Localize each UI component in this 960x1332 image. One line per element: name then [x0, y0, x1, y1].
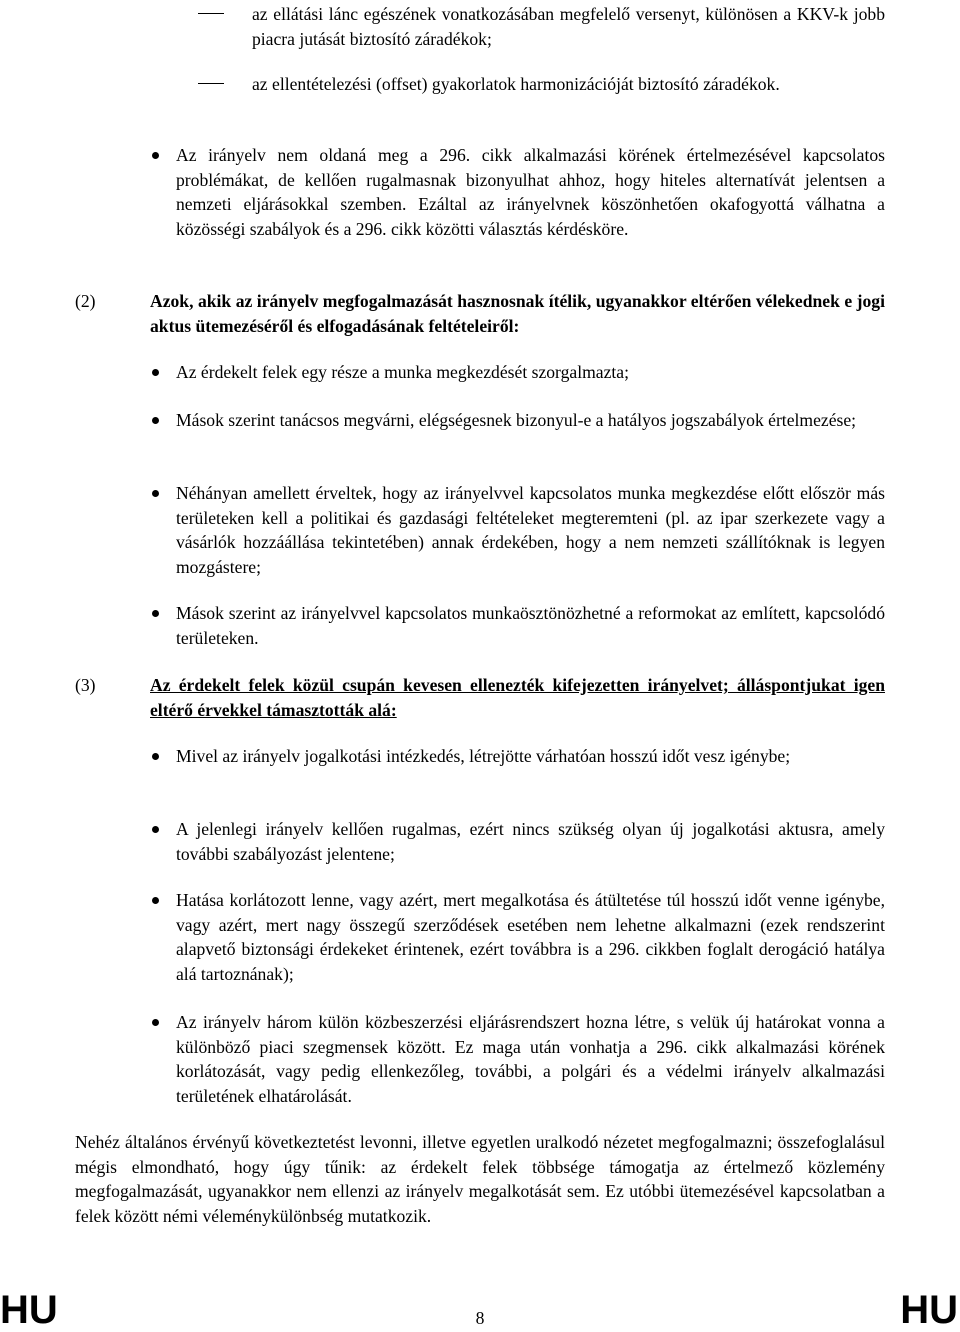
bullet-item-text: Az irányelv nem oldaná meg a 296. cikk alkalmazási körének értelmezésével kapcsolatos problémákat, de kellően rugalmasnak bizonyulhat ahhoz, hogy hiteles alternatívát jelentsen a nemzeti eljárásokkal szemben. Ezáltal az irányelvnek köszönhetően okafogyottá válhatna a közösségi szabályok és a 296. cikk közötti választás kérdésköre. [176, 145, 885, 239]
dash-list-item [200, 72, 885, 97]
bullet-icon [152, 369, 159, 376]
bullet-list-item [150, 744, 885, 769]
conclusion-paragraph: Nehéz általános érvényű következtetést levonni, illetve egyetlen uralkodó nézetet megfogalmazni; összefoglalásul mégis elmondható, hogy úgy tűnik: az érdekelt felek többsége támogatja az értelmező közlemény megfogalmazását, ugyanakkor nem ellenzi az irányelv megalkotását sem. Ez utóbbi ütemezésével kapcsolatban a felek között némi véleménykülönbség mutatkozik. [75, 1132, 885, 1226]
bullet-list-item [150, 1010, 885, 1108]
dash-marker-icon [198, 83, 224, 84]
bullet-icon [152, 1019, 159, 1026]
bullet-icon [152, 753, 159, 760]
bullet-item-text: Az irányelv három külön közbeszerzési eljárásrendszert hozna létre, s velük új határokat vonna a különböző piaci szegmensek között. Ez maga után vonhatja a 296. cikk alkalmazási körének korlátozását, vagy pedig ellenkezőleg, további, a polgári és a védelmi irányelv alkalmazási területének elhatárolását. [176, 1012, 885, 1106]
bullet-list-item [150, 360, 885, 385]
bullet-list-item [150, 408, 885, 433]
dash-marker-icon [198, 13, 224, 14]
bullet-icon [152, 152, 159, 159]
bullet-icon [152, 417, 159, 424]
dash-item-text: az ellátási lánc egészének vonatkozásában megfelelő versenyt, különösen a KKV-k jobb piacra jutását biztosító záradékok; [252, 4, 885, 49]
bullet-item-text: Mások szerint tanácsos megvárni, elégségesnek bizonyul-e a hatályos jogszabályok értelmezése; [176, 410, 857, 430]
bullet-item-text: A jelenlegi irányelv kellően rugalmas, ezért nincs szükség olyan új jogalkotási aktusra, amely további szabályozást jelentene; [176, 819, 885, 864]
bullet-item-text: Az érdekelt felek egy része a munka megkezdését szorgalmazta; [176, 362, 629, 382]
section-number: (3) [75, 675, 96, 695]
dash-item-text: az ellentételezési (offset) gyakorlatok harmonizációját biztosító záradékok. [252, 74, 780, 94]
bullet-list-item [150, 888, 885, 986]
bullet-list-item [150, 817, 885, 866]
bullet-icon [152, 826, 159, 833]
bullet-icon [152, 897, 159, 904]
bullet-item-text: Néhányan amellett érveltek, hogy az irányelvvel kapcsolatos munka megkezdése előtt először más területeken kell a politikai és gazdasági feltételeket megteremteni (pl. az ipar szerkezete vagy a vásárlók hozzáállása tekintetében) annak érdekében, hogy a nem nemzeti szállítóknak is legyen mozgástere; [176, 483, 885, 577]
bullet-item-text: Mivel az irányelv jogalkotási intézkedés, létrejötte várhatóan hosszú időt vesz igénybe; [176, 746, 791, 766]
bullet-list-item [150, 143, 885, 241]
page-number: 8 [475, 1308, 485, 1328]
section-heading: Azok, akik az irányelv megfogalmazását hasznosnak ítélik, ugyanakkor eltérően vélekednek e jogi aktus ütemezéséről és elfogadásának feltételeiről: [150, 291, 885, 336]
section-heading-text: Az érdekelt felek közül csupán kevesen ellenezték kifejezetten irányelvet; álláspontjukat igen eltérő érvekkel támasztották alá: [150, 675, 885, 720]
bullet-list-item [150, 601, 885, 650]
footer-language-left: HU [0, 1288, 58, 1332]
bullet-item-text: Hatása korlátozott lenne, vagy azért, mert megalkotása és átültetése túl hosszú időt venne igénybe, vagy azért, mert nagy összegű szerződések esetében nem lehetne alkalmazni (ezek rendszerint alapvető biztonsági érdekeket érintenek, ezért továbbra is a 296. cikkben foglalt derogáció hatálya alá tartoznának); [176, 890, 885, 984]
bullet-item-text: Mások szerint az irányelvvel kapcsolatos munkaösztönözhetné a reformokat az említett, kapcsolódó területeken. [176, 603, 885, 648]
dash-list-item [200, 2, 885, 51]
section-heading [150, 673, 885, 722]
bullet-icon [152, 490, 159, 497]
footer-language-right: HU [900, 1288, 958, 1332]
bullet-list-item [150, 481, 885, 579]
section-number: (2) [75, 291, 96, 311]
bullet-icon [152, 610, 159, 617]
